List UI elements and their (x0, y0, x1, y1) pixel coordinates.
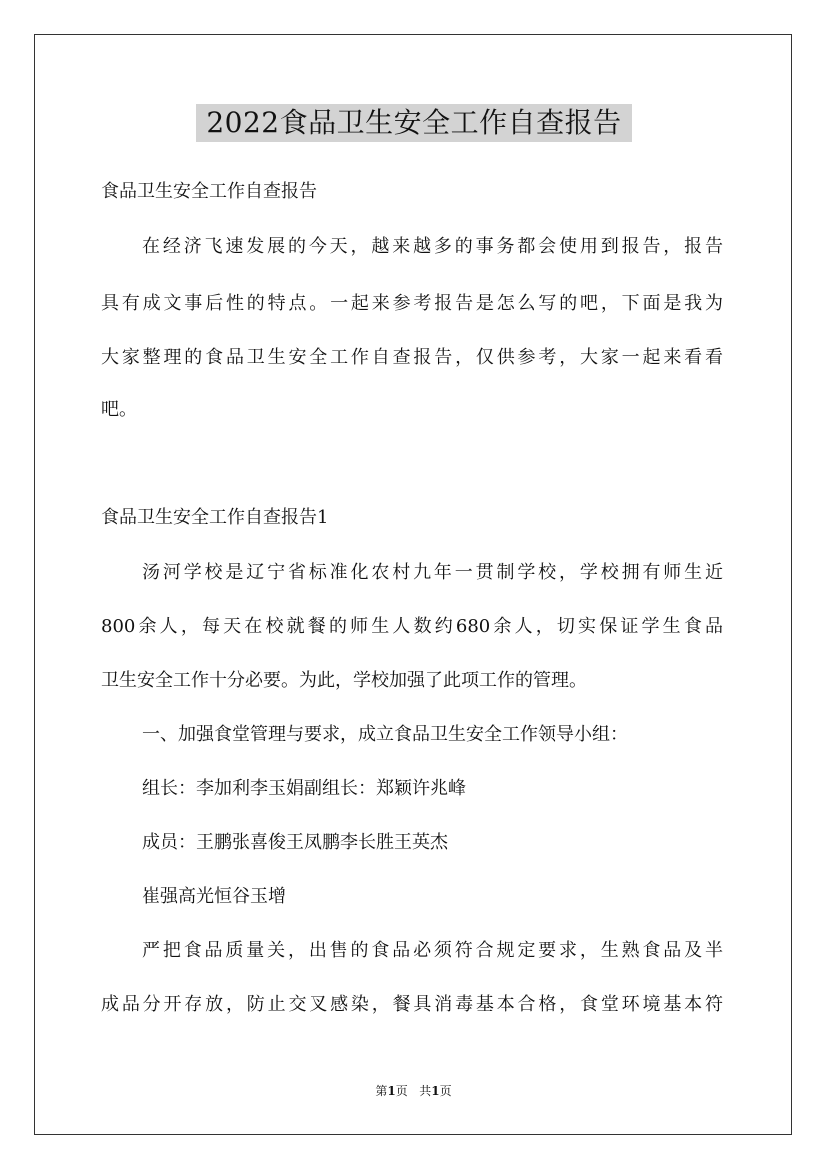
body-line-3: 卫生安全工作十分必要。为此，学校加强了此项工作的管理。 (101, 670, 587, 691)
body-line-5: 组长：李加利李玉娟副组长：郑颖许兆峰 (142, 778, 466, 799)
body-line-9: 成品分开存放，防止交叉感染，餐具消毒基本合格，食堂环境基本符 (101, 994, 723, 1015)
page-footer (0, 1083, 827, 1099)
intro-line-1: 在经济飞速发展的今天，越来越多的事务都会使用到报告，报告 (142, 236, 723, 257)
footer-total-number: 1 (431, 1084, 440, 1098)
footer-page-number: 1 (387, 1084, 396, 1098)
document-title: 2022食品卫生安全工作自查报告 (196, 104, 632, 142)
intro-line-2: 具有成文事后性的特点。一起来参考报告是怎么写的吧，下面是我为 (101, 293, 723, 314)
intro-line-4: 吧。 (101, 399, 137, 420)
intro-line-3: 大家整理的食品卫生安全工作自查报告，仅供参考，大家一起来看看 (101, 347, 723, 368)
body-line-2: 800余人，每天在校就餐的师生人数约680余人，切实保证学生食品 (101, 616, 723, 637)
footer-page-label: 第 (375, 1084, 388, 1098)
footer-total-unit: 页 (439, 1084, 452, 1098)
section-heading-1: 食品卫生安全工作自查报告1 (101, 507, 329, 528)
section-heading: 食品卫生安全工作自查报告 (101, 181, 317, 202)
body-line-6: 成员：王鹏张喜俊王凤鹏李长胜王英杰 (142, 832, 448, 853)
body-line-8: 严把食品质量关，出售的食品必须符合规定要求，生熟食品及半 (142, 940, 723, 961)
footer-total-label: 共 (419, 1084, 432, 1098)
body-line-1: 汤河学校是辽宁省标准化农村九年一贯制学校，学校拥有师生近 (142, 562, 723, 583)
footer-page-unit: 页 (395, 1084, 408, 1098)
body-line-4: 一、加强食堂管理与要求，成立食品卫生安全工作领导小组： (142, 724, 628, 745)
body-line-7: 崔强高光恒谷玉增 (142, 886, 286, 907)
